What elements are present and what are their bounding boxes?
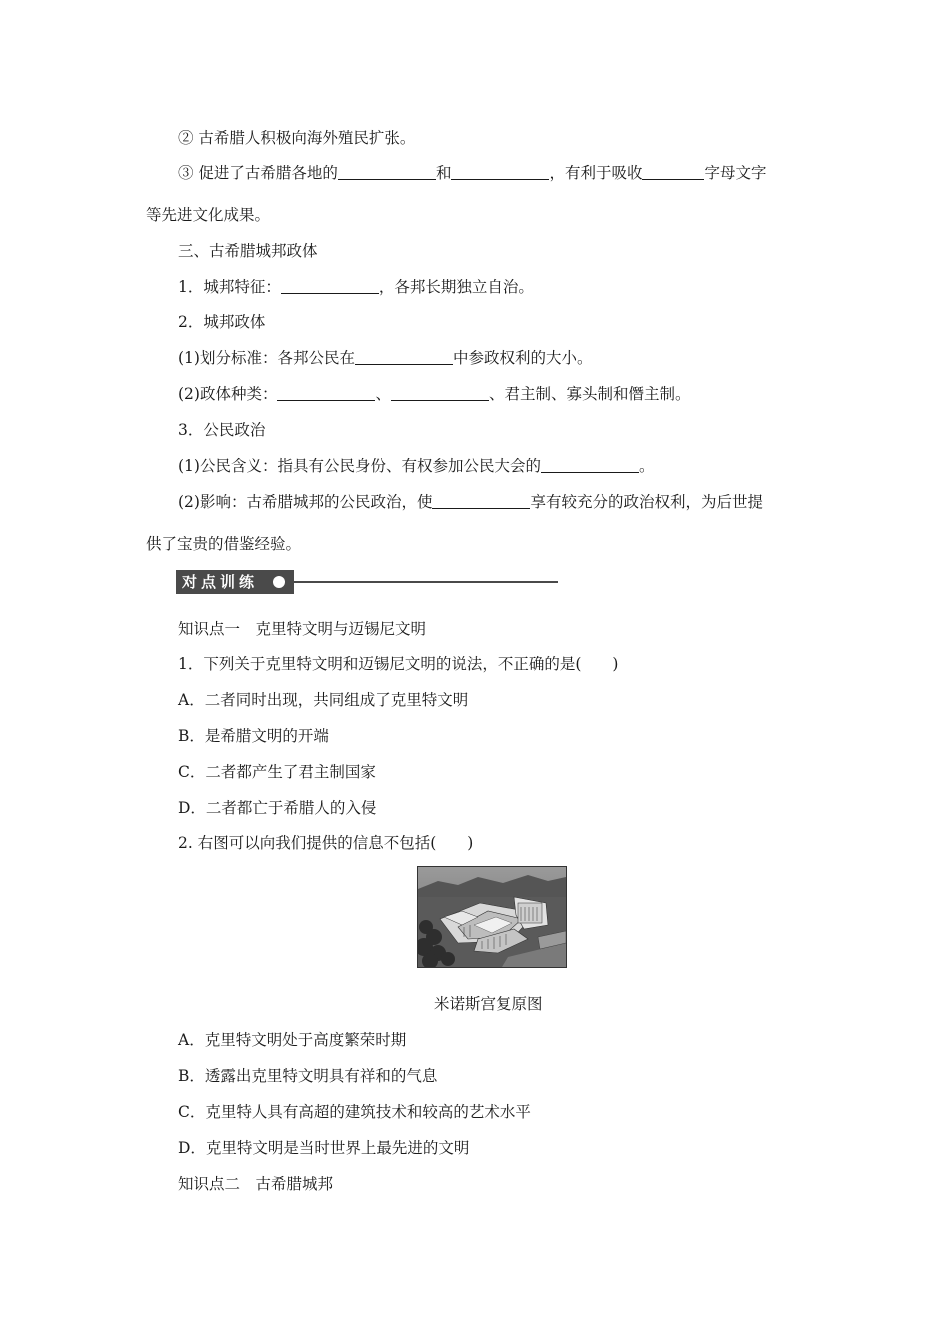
citizen-definition-label: (1)公民含义：指具有公民身份、有权参加公民大会的 [178, 457, 541, 475]
item-3-text-b: 和 [435, 164, 452, 182]
q1-option-d[interactable]: D．二者都亡于希腊人的入侵 [178, 799, 377, 817]
city-state-feature-text: ，各邦长期独立自治。 [378, 278, 534, 296]
answer-blank[interactable] [281, 278, 379, 294]
polity-types [178, 384, 691, 404]
polity-heading: 2．城邦政体 [178, 313, 266, 331]
polity-types-sep: 、 [375, 385, 391, 403]
item-3-continued: 等先进文化成果。 [146, 206, 271, 224]
classification-standard-text: 中参政权利的大小。 [452, 349, 593, 367]
citizen-definition [178, 456, 654, 476]
q2-option-a[interactable]: A．克里特文明处于高度繁荣时期 [178, 1031, 407, 1049]
polity-types-text: 、君主制、寡头制和僭主制。 [488, 385, 691, 403]
item-3-text-a: ③ 促进了古希腊各地的 [178, 164, 338, 182]
answer-blank[interactable] [451, 164, 549, 180]
q2-option-d[interactable]: D．克里特文明是当时世界上最先进的文明 [178, 1139, 470, 1157]
answer-blank[interactable] [338, 164, 436, 180]
question-1: 1．下列关于克里特文明和迈锡尼文明的说法，不正确的是( ) [178, 655, 619, 673]
q1-option-c[interactable]: C．二者都产生了君主制国家 [178, 763, 376, 781]
citizen-politics-heading: 3．公民政治 [178, 421, 266, 439]
section-divider [294, 581, 558, 583]
q2-option-c[interactable]: C．克里特人具有高超的建筑技术和较高的艺术水平 [178, 1103, 531, 1121]
answer-blank[interactable] [432, 493, 530, 509]
citizen-influence-continued: 供了宝贵的借鉴经验。 [146, 535, 302, 553]
training-section-bar [176, 570, 558, 594]
training-tag: 对点训练 [176, 570, 294, 594]
item-2: ② 古希腊人积极向海外殖民扩张。 [178, 129, 416, 147]
item-3-text-d: 字母文字 [704, 164, 767, 182]
section-heading: 三、古希腊城邦政体 [178, 242, 318, 260]
classification-standard-label: (1)划分标准：各邦公民在 [178, 349, 355, 367]
knowledge-point-1: 知识点一 克里特文明与迈锡尼文明 [178, 620, 427, 638]
answer-blank[interactable] [277, 385, 375, 401]
citizen-definition-end: 。 [638, 457, 655, 475]
answer-blank[interactable] [391, 385, 489, 401]
knowledge-point-2: 知识点二 古希腊城邦 [178, 1175, 334, 1193]
citizen-influence-label: (2)影响：古希腊城邦的公民政治，使 [178, 493, 433, 511]
q1-option-b[interactable]: B．是希腊文明的开端 [178, 727, 329, 745]
city-state-feature-label: 1．城邦特征： [178, 278, 281, 296]
bullet-dot-icon [273, 576, 285, 588]
palace-reconstruction-image [417, 866, 567, 968]
citizen-influence-text: 享有较充分的政治权利，为后世提 [530, 493, 763, 511]
question-2: 2. 右图可以向我们提供的信息不包括( ) [178, 834, 474, 852]
answer-blank[interactable] [355, 349, 453, 365]
city-state-feature [178, 277, 534, 297]
q1-option-a[interactable]: A．二者同时出现，共同组成了克里特文明 [178, 691, 469, 709]
item-3 [178, 163, 766, 183]
polity-types-label: (2)政体种类： [178, 385, 278, 403]
classification-standard [178, 348, 592, 368]
figure-caption: 米诺斯宫复原图 [434, 995, 543, 1013]
answer-blank[interactable] [541, 457, 639, 473]
citizen-influence [178, 492, 763, 512]
item-3-text-c: ，有利于吸收 [549, 164, 643, 182]
answer-blank[interactable] [642, 164, 704, 180]
q2-option-b[interactable]: B．透露出克里特文明具有祥和的气息 [178, 1067, 438, 1085]
